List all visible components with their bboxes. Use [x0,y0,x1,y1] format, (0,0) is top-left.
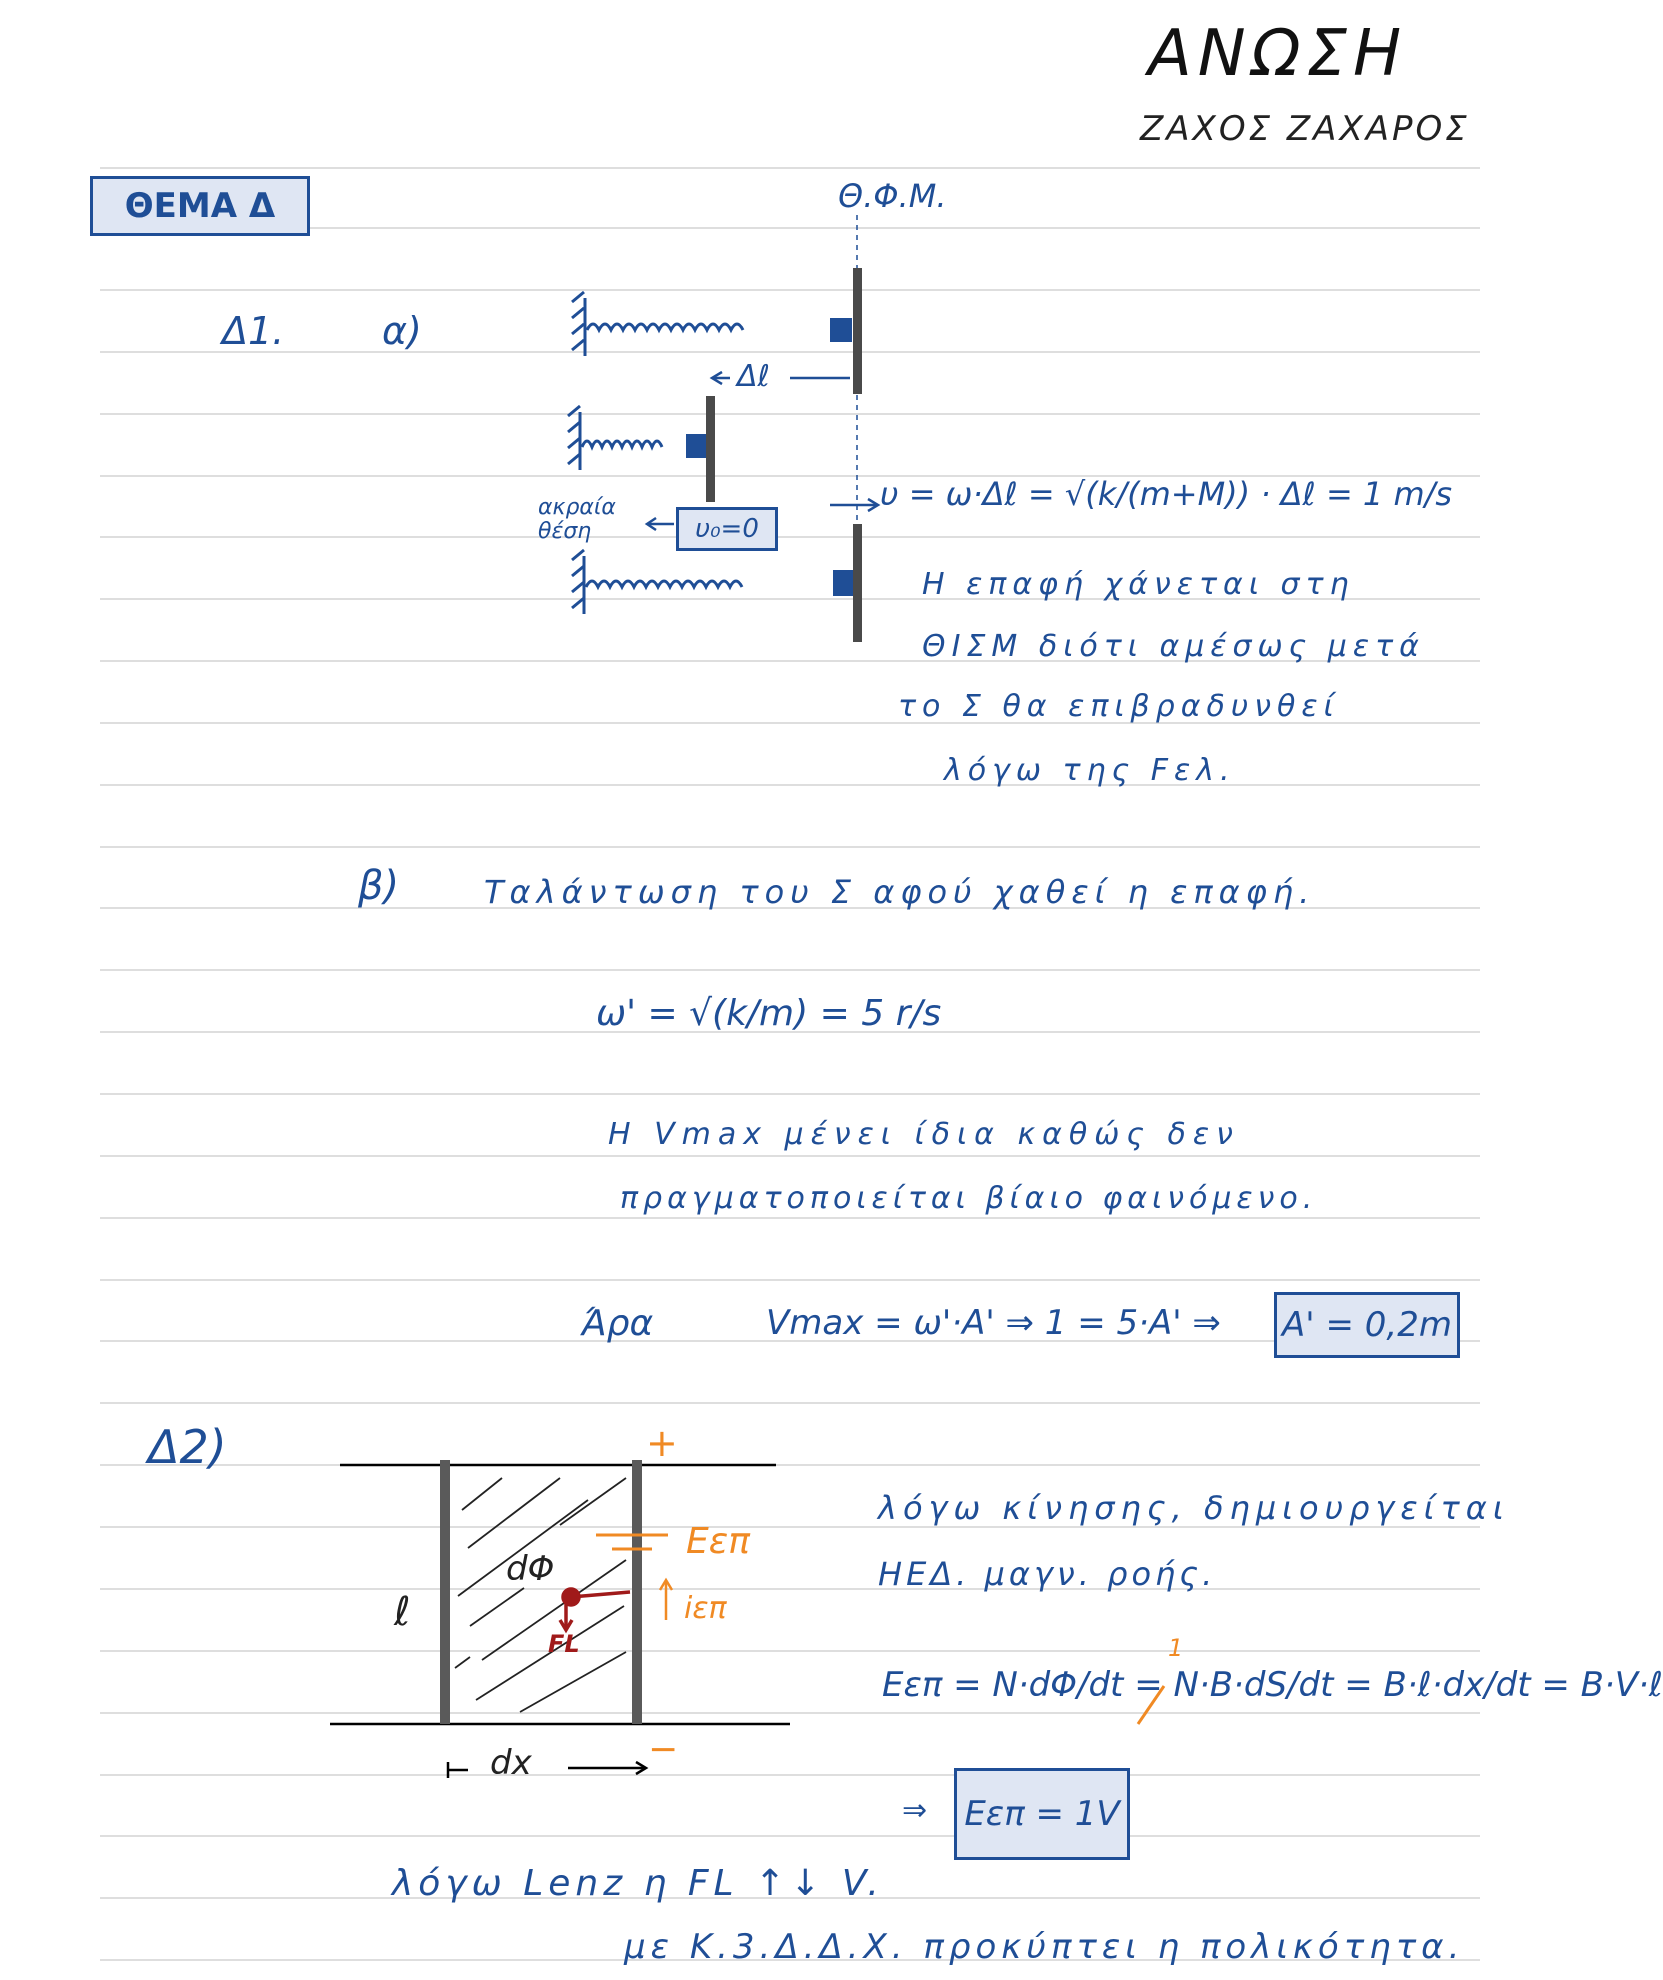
explanation-line-2: ΘΙΣΜ διότι αμέσως μετά [922,629,1425,664]
spring-system-3 [572,550,742,614]
explanation-line-4: λόγω της Fελ. [944,753,1236,788]
author-name: ΖΑΧΟΣ ΖΑΧΑΡΟΣ [1140,109,1470,149]
delta-l-label: Δℓ [737,359,770,394]
amplitude-result-box [1274,1292,1460,1358]
extreme-position-label: ακραία θέση [538,495,616,545]
dx-label: dx [490,1743,532,1783]
current-arrow [660,1580,672,1620]
d2-label: Δ2) [148,1420,227,1474]
equilibrium-label: Θ.Φ.Μ. [838,177,947,215]
d2-intro-line-1: λόγω κίνησης, δημιουργείται [878,1489,1510,1527]
amplitude-result: A' = 0,2m [1282,1305,1452,1345]
emf-result-box [954,1768,1130,1860]
block-3 [833,570,853,596]
left-rod [440,1460,450,1724]
block-2 [686,434,706,458]
omega-equation: ω' = √(k/m) = 5 r/s [596,993,942,1034]
vmax-text-line-1: Η Vmax μένει ίδια καθώς δεν [608,1117,1240,1152]
part-a-label: α) [382,309,422,353]
flux-label: dΦ [506,1549,555,1589]
d2-intro-line-2: ΗΕΔ. μαγν. ροής. [878,1555,1217,1593]
plate-2 [706,396,715,502]
explanation-line-3: το Σ θα επιβραδυνθεί [898,689,1340,724]
emf-result: Εεπ = 1V [964,1794,1120,1834]
current-label: iεπ [684,1591,727,1626]
block-1 [830,318,852,342]
v0-box [676,507,778,551]
spring-system-2 [568,406,662,470]
velocity-equation: υ = ω·Δℓ = √(k/(m+M)) · Δℓ = 1 m/s [880,475,1453,513]
logo-text: ΑΝΩΣΗ [1148,17,1408,91]
topic-box [90,176,310,236]
topic-label: ΘΕΜΑ Δ [124,186,276,226]
right-rod [632,1460,642,1724]
extreme-arrow [647,518,674,530]
v0-text: υ₀=0 [695,514,759,544]
emf-label: Εεπ [686,1521,750,1562]
length-label: ℓ [394,1589,411,1635]
minus-sign: − [648,1729,679,1770]
delta-l-arrow [712,372,850,384]
plus-sign: + [646,1421,678,1465]
emf-equation: Εεπ = N·dΦ/dt = N·B·dS/dt = B·ℓ·dx/dt = B·V·ℓ [882,1665,1663,1705]
plate-1 [853,268,862,394]
lenz-line: λόγω Lenz η FL ↑↓ V. [392,1863,884,1904]
velocity-arrow [830,499,878,511]
force-label: FL [548,1630,580,1658]
last-line: με Κ.3.Δ.Δ.Χ. προκύπτει η πολικότητα. [624,1927,1465,1967]
strike-note: 1 [1168,1634,1184,1662]
part-b-label: β) [358,863,400,909]
explanation-line-1: Η επαφή χάνεται στη [922,567,1355,602]
spring-system-1 [572,292,743,356]
d1-label: Δ1. [222,309,285,353]
vmax-text-line-2: πραγματοποιείται βίαιο φαινόμενο. [620,1181,1318,1216]
vmax-equation: Vmax = ω'·A' ⇒ 1 = 5·A' ⇒ [766,1303,1221,1343]
ara-label: Άρα [582,1303,654,1344]
plate-3 [853,524,862,642]
part-b-heading: Ταλάντωση του Σ αφού χαθεί η επαφή. [484,873,1316,911]
implies-arrow: ⇒ [902,1793,928,1828]
